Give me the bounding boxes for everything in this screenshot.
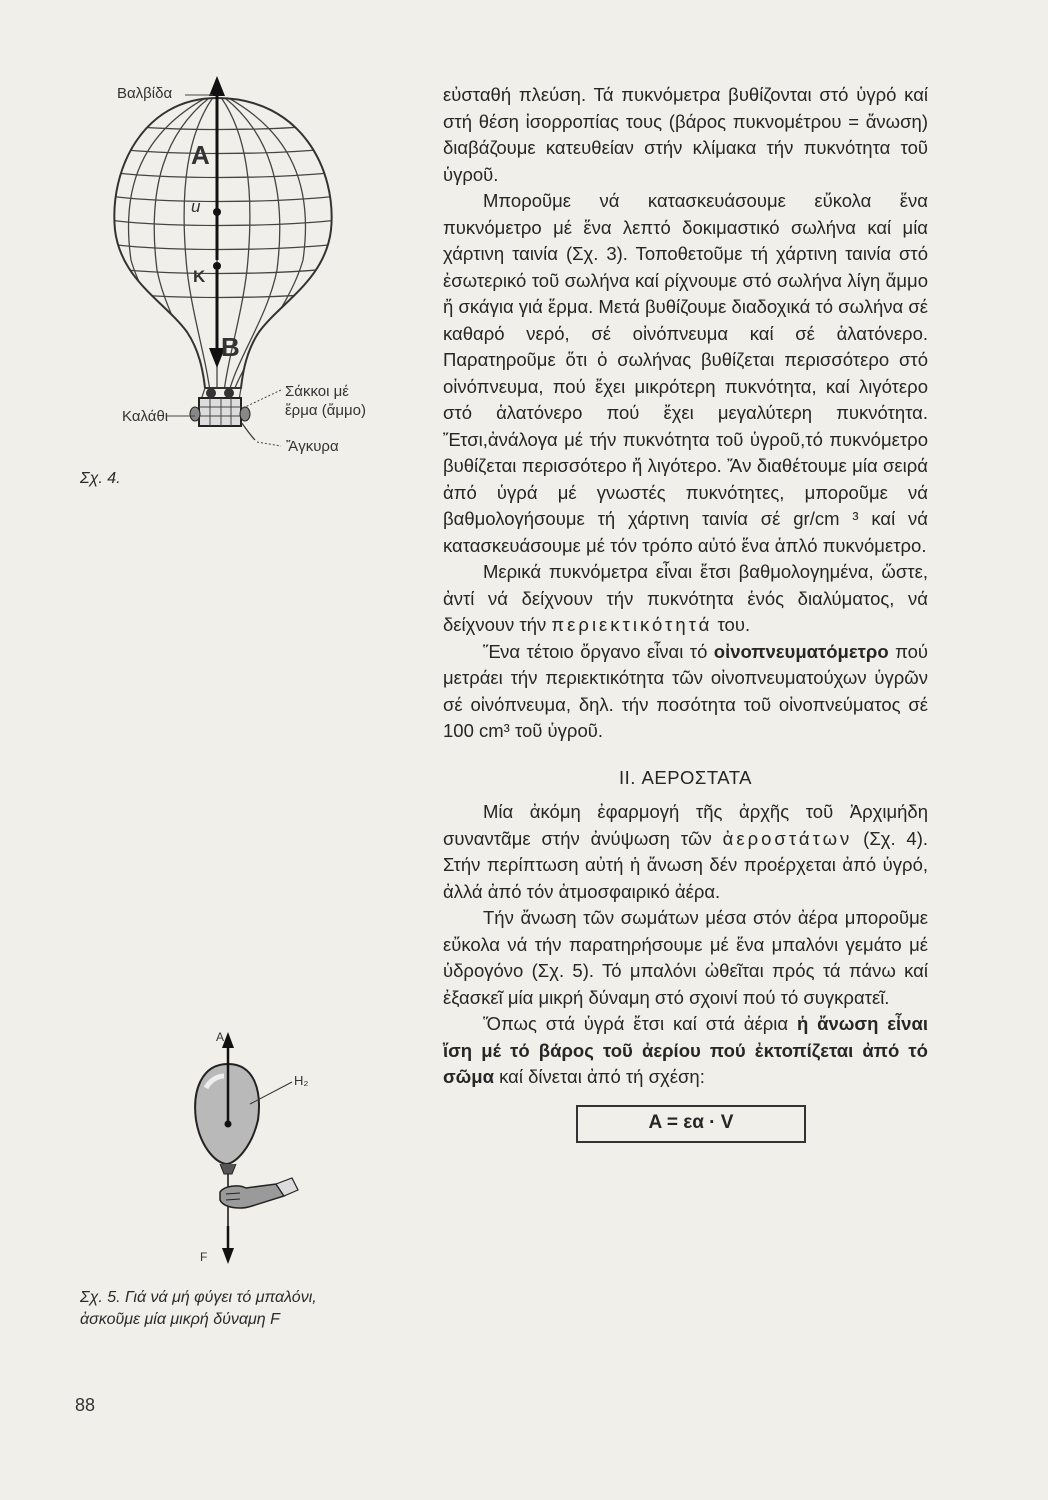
paragraph <box>443 799 928 905</box>
emphasis-bold: ἡ ἄνωση εἶναι ἴση μέ τό βάρος τοῦ ἀερίου πού ἐκτοπίζεται ἀπό τό σῶμα <box>443 1013 928 1087</box>
figure-5-balloon <box>180 1030 340 1270</box>
basket <box>199 398 241 426</box>
paragraph <box>443 639 928 745</box>
paragraph: εὐσταθή πλεύση. Τά πυκνόμετρα βυθίζονται στό ὑγρό καί στή θέση ἰσορροπίας τους (βάρος πυκνομέτρου = ἄνωση) διαβάζουμε κατευθείαν στήν κλίμακα τήν πυκνότητα τοῦ ὑγροῦ. <box>443 84 928 185</box>
sandbag <box>190 407 200 421</box>
figure-5-caption-line2: ἀσκοῦμε μία μικρή δύναμη F <box>80 1311 280 1328</box>
emphasis-spaced: περιεκτικότητά <box>551 614 713 635</box>
paragraph: Τήν ἄνωση τῶν σωμάτων μέσα στόν ἀέρα μποροῦμε εὔκολα νά τήν παρατηρήσουμε μέ ἕνα μπαλόνι γεμάτο μέ ὑδρογόνο (Σχ. 5). Τό μπαλόνι ὠθεῖται πρός τά πάνω καί ἐξασκεῖ μία μικρή δύναμη στό σχοινί πού τό συγκρατεῖ. <box>443 907 928 1008</box>
label-force-f: F <box>200 1250 208 1264</box>
label-valve: Βαλβίδα <box>117 85 173 102</box>
text-run: πού μετράει τήν περιεκτικότητα τῶν οἰνοπνευματούχων ὑγρῶν σέ οἰνόπνευμα, δηλ. τήν ποσότητα τοῦ οἰνοπνεύματος σέ 100 cm³ τοῦ ὑγροῦ. <box>443 640 929 741</box>
point-u <box>213 208 221 216</box>
hydrogen-balloon-illustration <box>180 1030 340 1270</box>
text-run: (Σχ. 4). Στήν περίπτωση αὐτή ἡ ἄνωση δέν προέρχεται ἀπό ὑγρό, ἀλλά ἀπό τόν ἀτμοσφαιρικό ἀέρα. <box>443 827 929 902</box>
point-k <box>213 262 221 270</box>
label-basket: Καλάθι <box>122 408 169 425</box>
page-number: 88 <box>75 1395 96 1415</box>
text-run: Μία ἀκόμη ἐφαρμογή τῆς ἀρχῆς τοῦ Ἀρχιμήδη συναντᾶμε στήν ἀνύψωση τῶν <box>443 801 928 849</box>
sandbag <box>240 407 250 421</box>
label-h2: H₂ <box>294 1073 309 1088</box>
text-run: Ὅπως στά ὑγρά ἔτσι καί στά ἀέρια <box>483 1013 789 1034</box>
label-force-a: A <box>191 140 210 170</box>
label-point-u: u <box>191 197 201 216</box>
label-force-a: A <box>216 1030 225 1044</box>
figure-5-caption-line1: Σχ. 5. Γιά νά μή φύγει τό μπαλόνι, <box>80 1289 317 1306</box>
hand <box>220 1184 284 1208</box>
label-point-k: K <box>193 267 206 286</box>
paragraph <box>443 559 928 639</box>
figure-4-caption: Σχ. 4. <box>80 470 121 487</box>
figure-4-balloon <box>95 70 425 470</box>
emphasis-spaced: ἀεροστάτων <box>722 827 853 849</box>
text-run: του. <box>717 614 751 635</box>
text-run: Ἕνα τέτοιο ὄργανο εἶναι τό <box>483 640 708 662</box>
label-anchor: Ἄγκυρα <box>286 438 339 455</box>
emphasis-bold: οἰνοπνευματόμετρο <box>713 640 889 662</box>
paragraph: Μποροῦμε νά κατασκευάσουμε εὔκολα ἕνα πυκνόμετρο μέ ἕνα λεπτό δοκιμαστικό σωλήνα καί μία χάρτινη ταινία (Σχ. 3). Τοποθετοῦμε τή χάρτινη ταινία στό ἐσωτερικό τοῦ σωλήνα καί ρίχνουμε στό σωλήνα λίγη ἄμμο ἤ σκάγια γιά ἕρμα. Μετά βυθίζουμε διαδοχικά τό σωλήνα σέ καθαρό νερό, σέ οἰνόπνευμα καί σέ ἁλατόνερο. Παρατηροῦμε ὅτι ὁ σωλήνας βυθίζεται περισσότερο στό οἰνόπνευμα, πού ἔχει μικρότερη πυκνότητα, καί λιγότερο στό ἁλατόνερο πού ἔχει μεγαλύτερη πυκνότητα. Ἔτσι,ἀνάλογα μέ τήν πυκνότητα τοῦ ὑγροῦ,τό πυκνόμετρο βυθίζεται περισσότερο ἤ λιγότερο. Ἄν διαθέτουμε μία σειρά ἀπό ὑγρά μέ γνωστές πυκνότητες, μποροῦμε νά βαθμολογήσουμε τή χάρτινη ταινία σέ gr/cm ³ καί νά κατασκευάσουμε μέ τόν τρόπο αὐτό ἕνα ἁπλό πυκνόμετρο. <box>443 190 928 556</box>
label-sandbags-1: Σάκκοι μέ <box>285 383 349 400</box>
main-text-column <box>443 82 928 1143</box>
label-force-b: B <box>221 332 240 362</box>
text-run: Μερικά πυκνόμετρα εἶναι ἔτσι βαθμολογημένα, ὥστε, ἀντί νά δείχνουν τήν πυκνότητα ἑνός διαλύματος, νά δείχνουν τήν <box>443 561 928 635</box>
paragraph <box>443 1011 928 1091</box>
formula-box: A = εα · V <box>576 1105 806 1143</box>
section-heading: II. ΑΕΡΟΣΤΑΤΑ <box>618 766 753 788</box>
label-sandbags-2: ἕρμα (ἄμμο) <box>285 402 366 419</box>
text-run: καί δίνεται ἀπό τή σχέση: <box>499 1066 705 1087</box>
